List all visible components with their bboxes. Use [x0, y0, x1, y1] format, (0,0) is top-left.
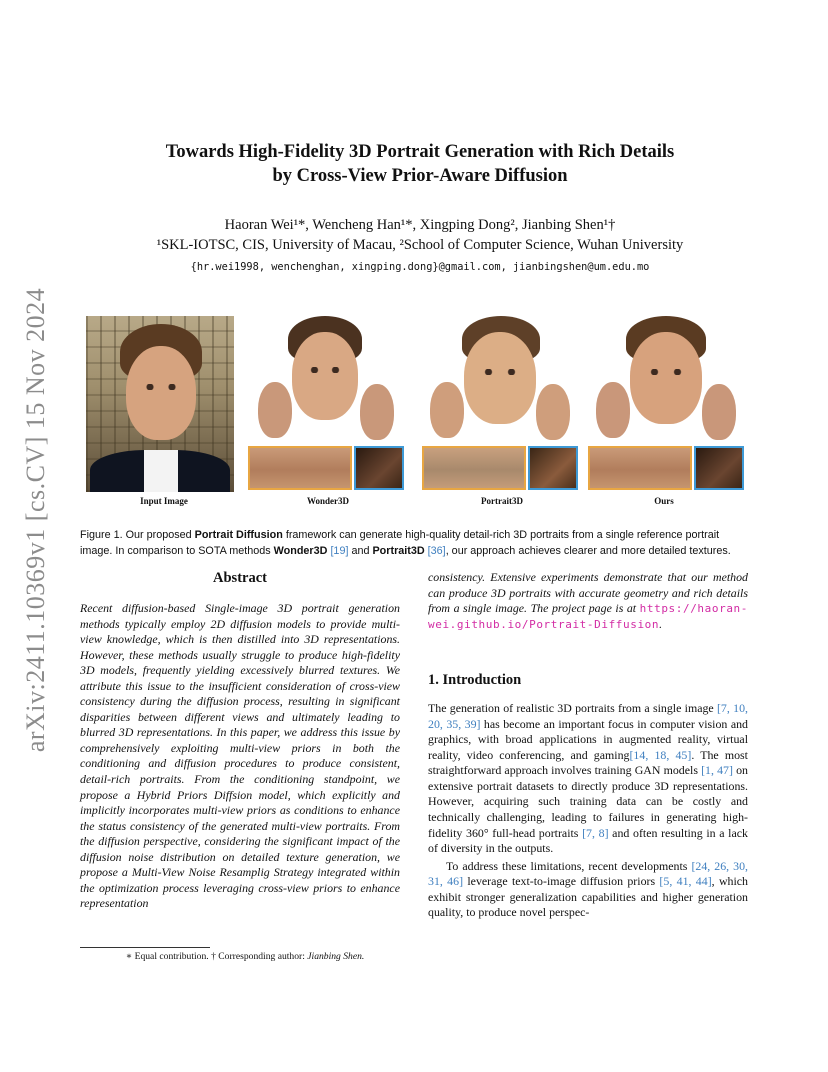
arxiv-stamp: [22, 280, 50, 760]
wonder3d-hair-crop: [354, 446, 404, 490]
authors-block: [80, 215, 760, 255]
portrait3d-side-left: [430, 382, 464, 438]
label-wonder3d: Wonder3D: [306, 496, 350, 506]
wonder3d-side-right: [360, 384, 394, 440]
caption-bold-portrait3d: Portrait3D: [372, 544, 425, 557]
ours-hair-crop: [694, 446, 744, 490]
intro-paragraph-2: [428, 859, 748, 921]
caption-text: framework can generate high-quality detail-rich 3D portraits from a single reference portrait image. In comparison to SOTA methods: [80, 529, 720, 557]
wonder3d-side-left: [258, 382, 292, 438]
ours-face: [630, 332, 702, 424]
author-names: Haoran Wei¹*, Wencheng Han¹*, Xingping Dong², Jianbing Shen¹†: [224, 217, 616, 233]
citation-link[interactable]: [24, 26, 30, 31, 46]: [428, 858, 748, 889]
introduction-heading: 1. Introduction: [428, 672, 522, 689]
intro-text: The generation of realistic 3D portraits from a single image: [428, 701, 717, 716]
title-line-2: by Cross-View Prior-Aware Diffusion: [272, 166, 568, 186]
caption-text: Figure 1. Our proposed: [80, 529, 195, 541]
footnote-author: Jianbing Shen.: [307, 951, 365, 962]
intro-text: leverage text-to-image diffusion priors: [463, 874, 660, 889]
intro-text: , which exhibit stronger generalization capabilities and higher generation quality, to produce novel perspec-: [428, 874, 749, 920]
label-input-image: Input Image: [140, 496, 188, 506]
input-image: [86, 316, 234, 492]
footnote-text: ∗ Equal contribution. † Corresponding author:: [125, 951, 308, 962]
portrait3d-hair-crop: [528, 446, 578, 490]
footnote: [80, 951, 410, 962]
wonder3d-panel: [248, 312, 408, 492]
input-face: [126, 346, 196, 440]
wonder3d-eye-crop: [248, 446, 352, 490]
abstract-text: Recent diffusion-based Single-image 3D portrait generation methods typically employ 2D diffusion models to provide multi-view knowledge, which is then distilled into 3D representations. However, these methods usually struggle to produce high-fidelity 3D models, frequently yielding excessively blurred textures. We attribute this issue to the insufficient consideration of cross-view consistency during the diffusion process, resulting in significant disparities between different views and ultimately leading to blurred 3D representations. In this paper, we address this issue by comprehensively exploiting multi-view priors in both the conditioning and diffusion procedures to produce consistent, detail-rich portraits. From the conditioning standpoint, we propose a Hybrid Priors Diffsion model, which explicitly and implicitly incorporates multi-view priors as conditions to enhance the status consistency of the generated multi-view portraits. From the diffusion perspective, considering the significant impact of the diffusion noise distribution on detailed texture generation, we propose a Multi-View Noise Resamplig Strategy integrated within the optimization process leveraging cross-view priors to enhance representation: [80, 601, 400, 911]
paper-title: [80, 140, 760, 188]
intro-text: To address these limitations, recent developments: [446, 858, 692, 873]
title-line-1: Towards High-Fidelity 3D Portrait Generation with Rich Details: [165, 142, 675, 162]
intro-text: on extensive portrait datasets to directly produce 3D representations. However, acquiring such training data can be costly and technically challenging, leading to failures in generating high-fidelity 360° full-head portraits: [428, 763, 748, 840]
wonder3d-face: [292, 332, 358, 420]
portrait3d-eye-crop: [422, 446, 526, 490]
ours-side-left: [596, 382, 630, 438]
intro-text: has become an important focus in computer vision and graphics, with broad applications in augmented reality, virtual reality, video conferencing, and gaming: [428, 716, 748, 762]
intro-text: . The most straightforward approach involves training GAN models: [428, 747, 748, 778]
footnote-rule: [80, 947, 210, 948]
citation-link[interactable]: [7, 8]: [582, 825, 609, 840]
right-column: [428, 570, 748, 921]
citation-link[interactable]: [1, 47]: [701, 763, 733, 778]
figure-caption: [80, 528, 750, 559]
intro-paragraph-1: [428, 701, 748, 856]
author-affiliations: ¹SKL-IOTSC, CIS, University of Macau, ²School of Computer Science, Wuhan University: [156, 237, 684, 253]
portrait3d-side-right: [536, 384, 570, 440]
abstract-continuation: [428, 570, 748, 632]
portrait3d-panel: [422, 312, 582, 492]
wonder3d-eyes: [304, 367, 346, 373]
ours-eye-crop: [588, 446, 692, 490]
intro-text: and often resulting in a lack of diversity in the outputs.: [428, 825, 748, 856]
citation-link[interactable]: [36]: [427, 544, 446, 557]
portrait3d-eyes: [477, 369, 523, 375]
ours-eyes: [643, 369, 689, 375]
left-column: [80, 570, 400, 912]
punctuation: .: [659, 616, 663, 631]
teaser-figure: [80, 312, 750, 512]
caption-text: and: [348, 544, 373, 557]
arxiv-stamp-text: arXiv:2411.10369v1 [cs.CV] 15 Nov 2024: [21, 287, 50, 753]
label-portrait3d: Portrait3D: [481, 496, 523, 506]
project-page-link[interactable]: https://haoran-wei.github.io/Portrait-Diffusion: [428, 602, 748, 631]
abstract-continuation-text: consistency. Extensive experiments demonstrate that our method can produce 3D portraits with accurate geometry and rich details from a single image. The project page is at: [428, 570, 748, 616]
portrait3d-face: [464, 332, 536, 424]
abstract-heading: Abstract: [213, 570, 267, 586]
input-shirt: [144, 450, 178, 492]
author-emails: {hr.wei1998, wenchenghan, xingping.dong}@gmail.com, jianbingshen@um.edu.mo: [190, 261, 650, 273]
label-ours: Ours: [654, 496, 674, 506]
citation-link[interactable]: [14, 18, 45]: [629, 747, 692, 762]
caption-bold-wonder3d: Wonder3D: [273, 544, 328, 557]
ours-side-right: [702, 384, 736, 440]
caption-text: , our approach achieves clearer and more detailed textures.: [445, 544, 731, 557]
citation-link[interactable]: [7, 10, 20, 35, 39]: [428, 701, 748, 731]
citation-link[interactable]: [19]: [330, 544, 349, 557]
input-eyes: [139, 384, 184, 390]
citation-link[interactable]: [5, 41, 44]: [659, 874, 712, 889]
ours-panel: [588, 312, 748, 492]
caption-bold-method: Portrait Diffusion: [194, 529, 283, 541]
